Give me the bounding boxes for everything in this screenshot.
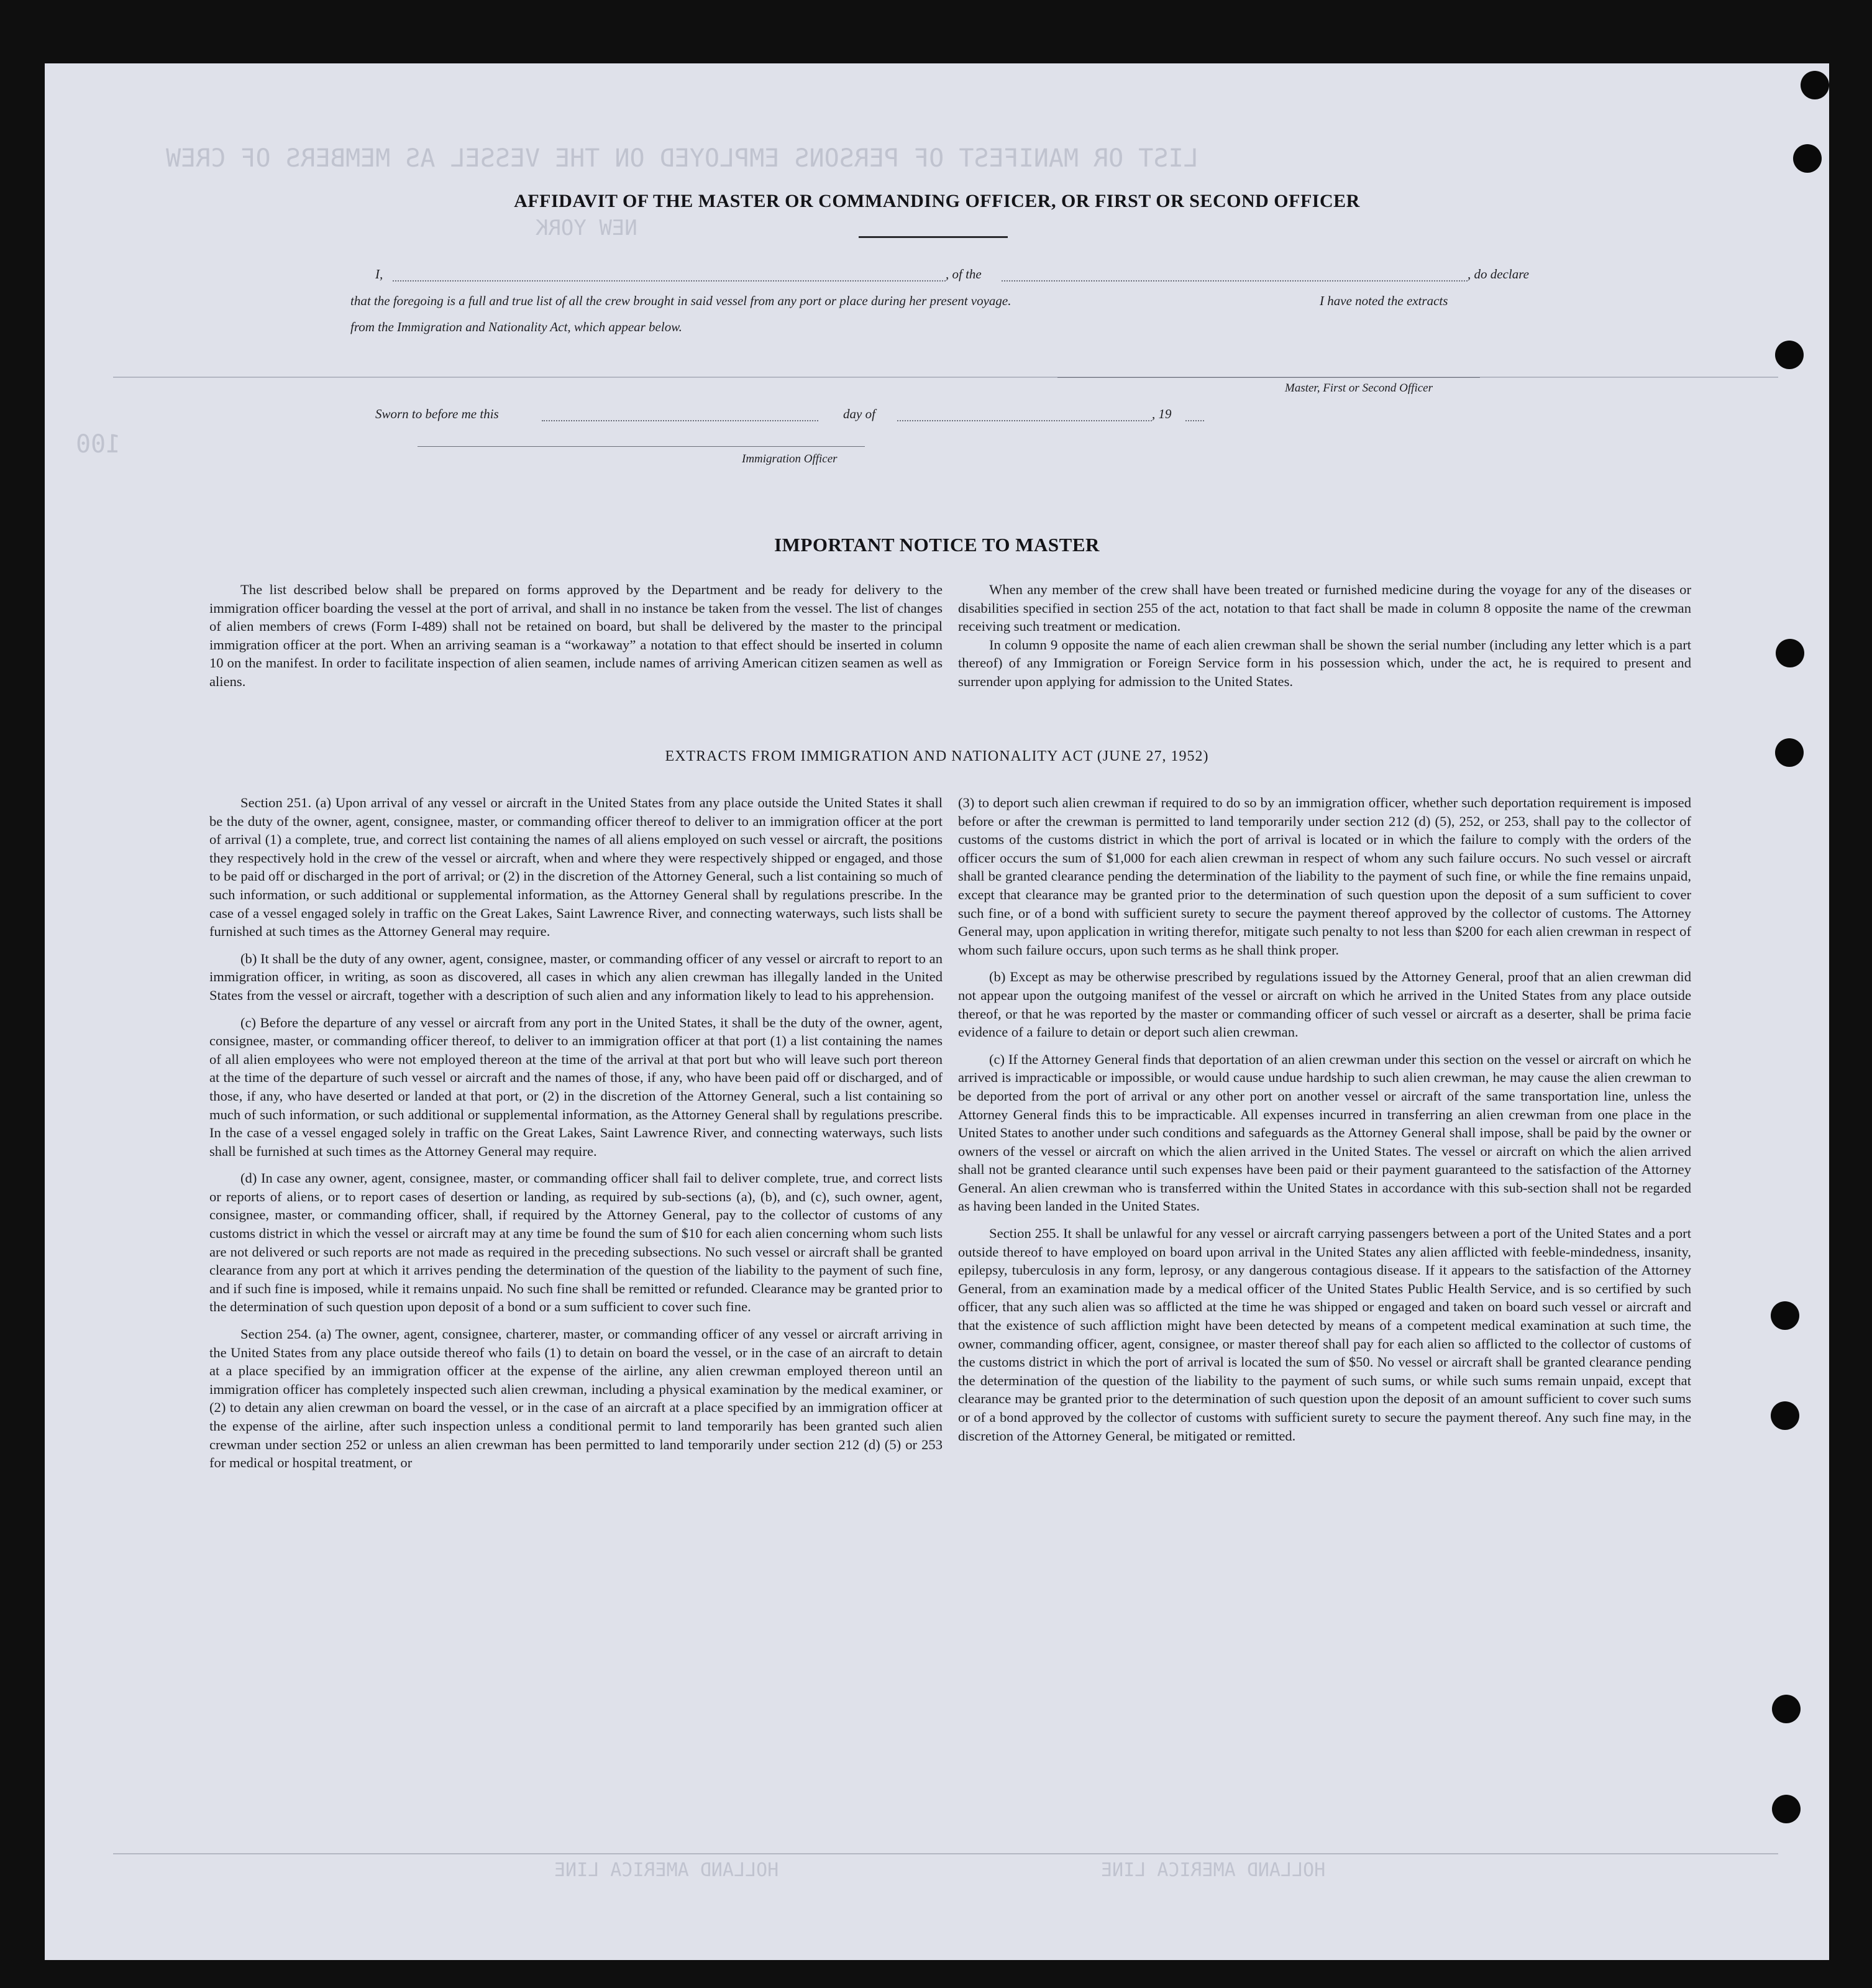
bleed-through-text: NEW YORK bbox=[536, 216, 637, 240]
punch-hole bbox=[1775, 738, 1804, 767]
punch-hole bbox=[1793, 144, 1822, 173]
extracts-right-column bbox=[958, 794, 1691, 1454]
document-page bbox=[45, 63, 1829, 1960]
punch-hole bbox=[1772, 1695, 1801, 1723]
affidavit-line-3: from the Immigration and Nationality Act, which appear below. bbox=[350, 319, 682, 334]
punch-hole bbox=[1775, 341, 1804, 369]
sworn-year-line bbox=[1185, 420, 1204, 421]
punch-hole bbox=[1771, 1301, 1799, 1330]
year-text: , 19 bbox=[1152, 406, 1172, 421]
punch-hole bbox=[1772, 1795, 1801, 1823]
punch-hole bbox=[1771, 1401, 1799, 1430]
sworn-text: Sworn to before me this bbox=[375, 406, 499, 421]
extracts-left-column bbox=[209, 794, 943, 1481]
section-251-d: (d) In case any owner, agent, consignee, master, or commanding officer shall fail to deliver complete, true, and correct lists or reports of aliens, or to report cases of desertion or landing, as required by sub-sections (a), (b), and (c), such owner, agent, consignee, master, or commanding officer, shall, if required by the Attorney General, pay to the collector of customs of any customs district in which the vessel or aircraft may at any time be found the sum of $10 for each alien concerning whom such lists are not delivered or such reports are not made as required in the preceding subsections. No such vessel or aircraft shall be granted clearance from any port at which it arrives pending the determination of the question of the liability to the payment of such fine, and if such fine is imposed, while it remains unpaid. No such fine shall be remitted or refunded. Clearance may be granted prior to the determination of such question upon deposit of a bond or a sum sufficient to cover such fine. bbox=[209, 1170, 943, 1315]
section-254-b: (b) Except as may be otherwise prescribed by regulations issued by the Attorney General, proof that an alien crewman did not appear upon the outgoing manifest of the vessel or aircraft on which he arrived in the United States from any place outside thereof, or that he was reported by the master or commanding officer of such vessel or aircraft as a deserter, shall be prima facie evidence of a failure to detain or deport such alien crewman. bbox=[958, 969, 1691, 1040]
notice-left-column bbox=[209, 580, 943, 700]
bleed-through-text: 100 bbox=[76, 430, 121, 459]
punch-hole bbox=[1801, 71, 1829, 99]
affidavit-i: I, bbox=[375, 267, 383, 282]
divider-line bbox=[113, 377, 1778, 378]
master-signature-label: Master, First or Second Officer bbox=[1285, 382, 1433, 395]
affidavit-title: AFFIDAVIT OF THE MASTER OR COMMANDING OFFICER, OR FIRST OR SECOND OFFICER bbox=[514, 191, 1360, 211]
day-of-text: day of bbox=[843, 406, 875, 421]
bleed-through-text: LIST OR MANIFEST OF PERSONS EMPLOYED ON THE VESSEL AS MEMBERS OF CREW bbox=[166, 144, 1199, 173]
officer-signature-line bbox=[418, 446, 865, 447]
punch-hole bbox=[1776, 639, 1804, 667]
notice-title: IMPORTANT NOTICE TO MASTER bbox=[774, 534, 1100, 556]
bleed-through-text: HOLLAND AMERICA LINE bbox=[1101, 1859, 1326, 1881]
officer-signature-label: Immigration Officer bbox=[742, 452, 838, 465]
affidavit-line-2-right: I have noted the extracts bbox=[1320, 293, 1448, 308]
sworn-month-line bbox=[897, 420, 1152, 421]
title-underline bbox=[859, 236, 1008, 238]
section-255: Section 255. It shall be unlawful for any vessel or aircraft carrying passengers between a port of the United States and a port outside thereof to have employed on board upon arrival in the United States any alien afflicted with feeble-mindedness, insanity, epilepsy, tuberculosis in any form, leprosy, or any dangerous contagious disease. If it appears to the satisfaction of the Attorney General, from an examination made by a medical officer of the United States Public Health Service, and is so certified by such officer, that any such alien was so afflicted at the time he was shipped or engaged and taken on board such vessel or aircraft and that the existence of such affliction might have been detected by means of a competent medical examination at such time, the owner, commanding officer, agent, consignee, or master thereof shall pay for each alien so afflicted to the collector of customs of the customs district in which the port of arrival is located the sum of $50. No vessel or aircraft shall be granted clearance pending the determination of the question of the liability to the payment of such sums, or while such sums remain unpaid, except that clearance may be granted prior to the determination of such question upon the deposit of an amount sufficient to cover such sums or of a bond approved by the collector of customs with sufficient surety to secure the payment thereof. Any such fine may, in the discretion of the Attorney General, be mitigated or remitted. bbox=[958, 1225, 1691, 1444]
section-251-c: (c) Before the departure of any vessel or aircraft from any port in the United States, it shall be the duty of the owner, agent, consignee, master, or commanding officer thereof, to deliver to an immigration officer at that port (1) a list containing the names of all alien employees who were not employed thereon at the time of the arrival at that port but who will leave such port thereon at the time of the departure of such vessel or aircraft and the names of those, if any, who have been paid off or discharged, and of those, if any, who have deserted or landed at that port, or (2) in the discretion of the Attorney General, such a list containing so much of such information, or such additional or supplemental information, as the Attorney General shall by regulations prescribe. In the case of a vessel engaged solely in traffic on the Great Lakes, Saint Lawrence River, and connecting waterways, such lists shall be furnished at such times as the Attorney General may require. bbox=[209, 1014, 943, 1159]
affidavit-of-the: , of the bbox=[946, 267, 982, 282]
section-254-a-cont: (3) to deport such alien crewman if required to do so by an immigration officer, whether such deportation requirement is imposed before or after the crewman is permitted to land temporarily under section 212 (d) (5), 252, or 253, shall pay to the collector of customs of the customs district in which the port of arrival is located or in which the failure to comply with the orders of the officer occurs the sum of $1,000 for each alien crewman in respect of whom any such failure occurs. No such vessel or aircraft shall be granted clearance pending the determination of the liability to the payment of such fine, or while the fine remains unpaid, except that clearance may be granted prior to the determination of such question upon the deposit of a sum sufficient to cover such fine, or of a bond with sufficient surety to secure the payment thereof approved by the collector of customs. The Attorney General may, upon application in writing therefor, mitigate such penalty to not less than $200 for each alien crewman in respect of whom such failure occurs, upon such terms as he shall think proper. bbox=[958, 795, 1691, 958]
section-254-a: Section 254. (a) The owner, agent, consignee, charterer, master, or commanding officer of any vessel or aircraft arriving in the United States from any place outside thereof who fails (1) to detain on board the vessel, or in the case of an aircraft to detain at a place specified by an immigration officer at the expense of the airline, any alien crewman employed thereon until an immigration officer has completely inspected such alien crewman, including a physical examination by the medical examiner, or (2) to detain any alien crewman on board the vessel, or in the case of an aircraft at a place specified by an immigration officer at the expense of the airline, after such inspection unless a conditional permit to land temporarily has been granted such alien crewman under section 252 or unless an alien crewman has been permitted to land temporarily under section 212 (d) (5) or 253 for medical or hospital treatment, or bbox=[209, 1326, 943, 1471]
section-251-b: (b) It shall be the duty of any owner, agent, consignee, master, or commanding officer of any vessel or aircraft to report to an immigration officer, in writing, as soon as discovered, all cases in which any alien crewman has illegally landed in the United States from the vessel or aircraft, together with a description of such alien and any information likely to lead to his apprehension. bbox=[209, 950, 943, 1003]
notice-right-paragraph-2: In column 9 opposite the name of each alien crewman shall be shown the serial number (including any letter which is a part thereof) of any Immigration or Foreign Service form in his possession which, under the act, he is required to present and surrender upon applying for admission to the United States. bbox=[958, 636, 1691, 689]
name-field-line bbox=[393, 280, 946, 282]
affidavit-line-2: that the foregoing is a full and true list of all the crew brought in said vessel from any port or place during her present voyage. bbox=[350, 293, 1011, 308]
divider-line bbox=[113, 1853, 1778, 1854]
sworn-day-line bbox=[542, 420, 818, 421]
bleed-through-text: HOLLAND AMERICA LINE bbox=[554, 1859, 779, 1881]
notice-right-paragraph-1: When any member of the crew shall have been treated or furnished medicine during the voyage for any of the diseases or disabilities specified in section 255 of the act, notation to that fact shall be made in column 8 opposite the name of the crewman receiving such treatment or medication. bbox=[958, 582, 1691, 634]
section-251-a: Section 251. (a) Upon arrival of any vessel or aircraft in the United States from any place outside the United States it shall be the duty of the owner, agent, consignee, master, or commanding officer thereof to deliver to an immigration officer at the port of arrival (1) a complete, true, and correct list containing the names of all aliens employed on such vessel or aircraft, the positions they respectively hold in the crew of the vessel or aircraft, when and where they were respectively shipped or engaged, and those to be paid off or discharged in the port of arrival; or (2) in the discretion of the Attorney General, such a list containing so much of such information, or such additional or supplemental information, as the Attorney General shall by regulations prescribe. In the case of a vessel engaged solely in traffic on the Great Lakes, Saint Lawrence River, and connecting waterways, such lists shall be furnished at such times as the Attorney General may require. bbox=[209, 795, 943, 940]
section-254-c: (c) If the Attorney General finds that deportation of an alien crewman under this section on the vessel or aircraft on which he arrived is impracticable or impossible, or would cause undue hardship to such alien crewman, he may cause the alien crewman to be deported from the port of arrival or any other port on another vessel or aircraft of the same transportation line, unless the Attorney General finds this to be impracticable. All expenses incurred in transferring an alien crewman from one place in the United States to another under such conditions and safeguards as the Attorney General shall impose, shall be paid by the owner or owners of the vessel or aircraft on which the alien arrived in the United States. The vessel or aircraft on which the alien arrived shall not be granted clearance until such expenses have been paid or their payment guaranteed to the satisfaction of the Attorney General. An alien crewman who is transferred within the United States in accordance with this sub-section shall not be regarded as having been landed in the United States. bbox=[958, 1051, 1691, 1214]
notice-left-paragraph: The list described below shall be prepared on forms approved by the Department and be ready for delivery to the immigration officer boarding the vessel at the port of arrival, and shall in no instance be taken from the vessel. The list of changes of alien members of crews (Form I-489) shall not be retained on board, but shall be delivered by the master to the principal immigration officer at the port. When an arriving seaman is a “workaway” a notation to that effect should be inserted in column 10 on the manifest. In order to facilitate inspection of alien seamen, include names of arriving American citizen seamen as well as aliens. bbox=[209, 582, 943, 689]
affidavit-do-declare: , do declare bbox=[1468, 267, 1529, 282]
vessel-field-line bbox=[1002, 280, 1468, 282]
notice-right-column bbox=[958, 580, 1691, 700]
master-signature-line bbox=[1057, 377, 1480, 378]
extracts-title: EXTRACTS FROM IMMIGRATION AND NATIONALITY ACT (JUNE 27, 1952) bbox=[665, 748, 1209, 764]
